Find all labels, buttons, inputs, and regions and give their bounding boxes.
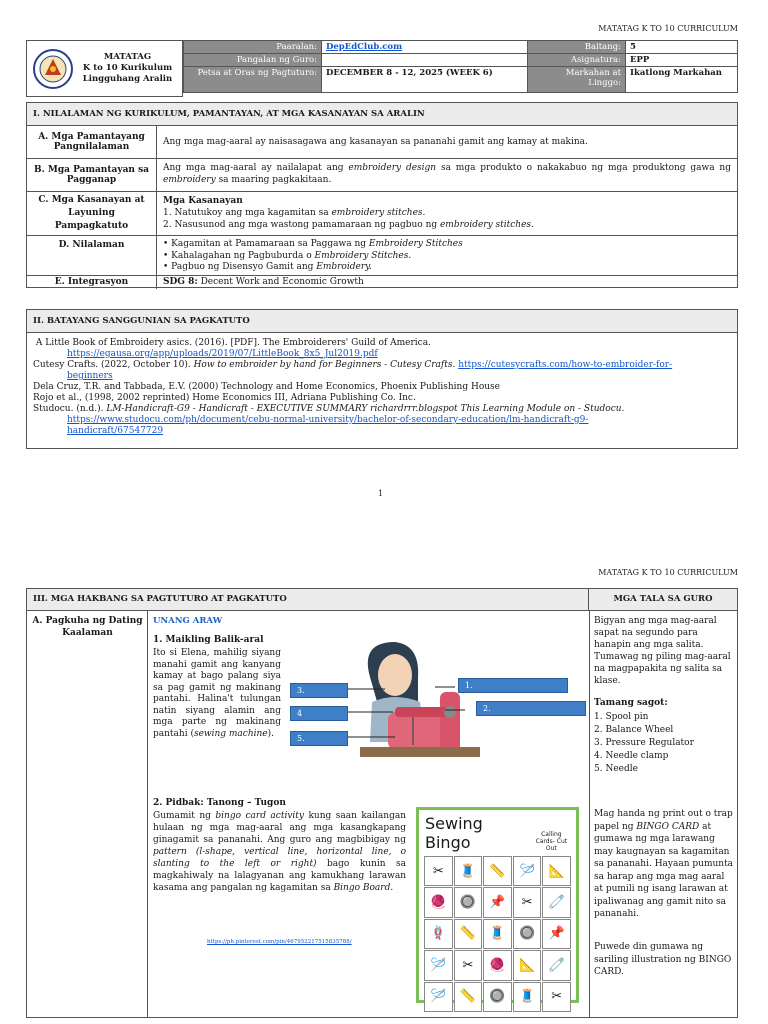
section1-title: I. NILALAMAN NG KURIKULUM, PAMANTAYAN, AT MGA KASANAYAN SA ARALIN (27, 103, 737, 125)
teacher-note-1: Bigyan ang mga mag-aaral sapat na segundo para hanapin ang mga salita. Tumawag ng piling mag-aaral na magpapakita ng salita sa klase. (594, 616, 731, 686)
section-curriculum (26, 102, 738, 288)
curriculum-label-page2: MATATAG K TO 10 CURRICULUM (598, 568, 738, 577)
teacher-label: Pangalan ng Guro: (184, 54, 322, 67)
content-label: D. Nilalaman (27, 236, 157, 275)
step2-title: 2. Pidbak: Tanong – Tugon (153, 798, 286, 808)
label-box-1: 1. (458, 678, 568, 693)
pinterest-link[interactable]: https://ph.pinterest.com/pin/467952217515835788/ (207, 939, 352, 945)
date-label: Petsa at Oras ng Pagtuturo: (184, 67, 322, 93)
label-box-4: 4 (290, 706, 348, 721)
bingo-cell-icon: 📌 (483, 887, 512, 917)
bingo-cell-icon: ✂ (542, 982, 571, 1012)
bingo-cell-icon: 📏 (454, 919, 483, 949)
curriculum-label: MATATAG K TO 10 CURRICULUM (598, 24, 738, 33)
answer-5: 5. Needle (594, 764, 638, 774)
bingo-cell-icon: 🪢 (424, 919, 453, 949)
quarter-value: Ikatlong Markahan (626, 67, 738, 93)
reference-1: A Little Book of Embroidery asics. (2016). [PDF]. The Embroiderers' Guild of America. (35, 338, 431, 348)
reference-5: Studocu. (n.d.). LM-Handicraft-G9 - Handicraft - EXECUTIVE SUMMARY richardrrr.blogspot This Learning Module on - Studocu. (33, 404, 625, 414)
competencies-value: Mga Kasanayan 1. Natutukoy ang mga kagamitan sa embroidery stitches. 2. Nasusunod ang mga wastong pamamaraan ng pagbuo ng embroidery stitches. (163, 196, 534, 230)
date-value: DECEMBER 8 - 12, 2025 (WEEK 6) (322, 67, 528, 93)
section-references (26, 309, 738, 449)
content-value: • Kagamitan at Pamamaraan sa Paggawa ng Embroidery Stitches • Kahalagahan ng Pagbuburda o Embroidery Stitches. • Pagbuo ng Disensyo Gamit ang Embroidery. (157, 236, 737, 275)
reference-2-link[interactable]: https://cutesycrafts.com/how-to-embroider-for- (458, 360, 673, 370)
bingo-cell-icon: 🧷 (542, 887, 571, 917)
logo-line3: Lingguhang Aralin (82, 74, 173, 84)
bingo-cell-icon: ✂ (424, 856, 453, 886)
step1-text: Ito si Elena, mahilig siyang manahi gamit ang kanyang kamay at bago palang siya sa pag gamit ng makinang pantahi. Halina't tulungan natin siyang alamin ang mga parte ng makinang pantahi (sewing machine). (153, 648, 281, 739)
page-number: 1 (378, 489, 384, 498)
section3-title: III. MGA HAKBANG SA PAGTUTURO AT PAGKATUTO (27, 589, 589, 610)
bingo-cell-icon: 🔘 (483, 982, 512, 1012)
bingo-cell-icon: 🔘 (513, 919, 542, 949)
label-box-3: 3. (290, 683, 348, 698)
school-label: Paaralan: (184, 41, 322, 54)
bingo-cell-icon: ✂ (513, 887, 542, 917)
step1-title: 1. Maikling Balik-aral (153, 635, 264, 645)
content-standards-label: A. Mga Pamantayang Pangnilalaman (27, 126, 157, 158)
bingo-subtitle: Calling Cards- Cut Out (535, 831, 568, 852)
bingo-cell-icon: 🔘 (454, 887, 483, 917)
school-link[interactable]: DepEdClub.com (326, 42, 403, 52)
day-label: UNANG ARAW (153, 616, 223, 626)
reference-2-link-cont[interactable]: beginners (67, 371, 113, 381)
bingo-cell-icon: 📏 (454, 982, 483, 1012)
bingo-cell-icon: 📌 (542, 919, 571, 949)
subject-value: EPP (626, 54, 738, 67)
competencies-label: C. Mga Kasanayan at Layuning Pampagkatuto (27, 192, 157, 235)
logo-line1: MATATAG (103, 52, 152, 62)
bingo-cell-icon: 📏 (483, 856, 512, 886)
bingo-cell-icon: 🧶 (424, 887, 453, 917)
bingo-cell-icon: 🪡 (513, 856, 542, 886)
performance-standards-value: Ang mga mag-aaral ay nailalapat ang embroidery design sa mga produkto o nakakabuo ng mga produktong gawa ng embroidery sa maaring pagkakitaan. (163, 163, 731, 185)
reference-4: Rojo et al., (1998, 2002 reprinted) Home Economics III, Adriana Publishing Co. Inc. (33, 393, 416, 403)
bingo-title: Sewing Bingo (425, 814, 483, 852)
notes-title: MGA TALA SA GURO (613, 594, 713, 604)
label-box-2: 2. (476, 701, 586, 716)
logo-line2: K to 10 Kurikulum (82, 63, 173, 73)
reference-1-link[interactable]: https://egausa.org/app/uploads/2019/07/LittleBook_8x5_Jul2019.pdf (67, 349, 378, 359)
answer-4: 4. Needle clamp (594, 751, 669, 761)
bingo-cell-icon: 📐 (542, 856, 571, 886)
logo-block (26, 40, 183, 97)
grade-label: Baitang: (528, 41, 626, 54)
deped-seal-icon (33, 49, 73, 89)
bingo-cell-icon: 🪡 (424, 982, 453, 1012)
content-standards-value: Ang mga mag-aaral ay naisasagawa ang kasanayan sa pananahi gamit ang kamay at makina. (163, 137, 588, 147)
answers-title: Tamang sagot: (594, 698, 668, 708)
answer-1: 1. Spool pin (594, 712, 649, 722)
step2-text: Gumamit ng bingo card activity kung saan kailangan hulaan ng mga mag-aaral ang mga kasangkapang ginagamit sa pananahi. Ang guro ang magbibigay ng pattern (l-shape, vertical line, horizontal line, o slanting to the left or right) bago kunin sa magkahiwaly na lalagyanan ang kamukhang larawan kasama ang pangalan ng kagamitan sa Bingo Board. (153, 811, 406, 893)
prior-knowledge-label: A. Pagkuha ng Dating Kaalaman (32, 616, 143, 638)
bingo-cell-icon: 🧵 (454, 856, 483, 886)
grade-value: 5 (626, 41, 738, 54)
reference-3: Dela Cruz, T.R. and Tabbada, E.V. (2000) Technology and Home Economics, Phoenix Publishing House (33, 382, 500, 392)
quarter-label: Markahan at Linggo: (528, 67, 626, 93)
bingo-cell-icon: 🧶 (483, 950, 512, 980)
bingo-cell-icon: 🧵 (483, 919, 512, 949)
section2-title: II. BATAYANG SANGGUNIAN SA PAGKATUTO (27, 310, 737, 333)
reference-5-link[interactable]: https://www.studocu.com/ph/document/cebu-normal-university/bachelor-of-secondary-education/lm-handicraft-g9- (67, 415, 589, 425)
header-table (183, 40, 738, 93)
label-arrows (345, 675, 465, 745)
references-list (27, 333, 737, 442)
bingo-grid (419, 854, 576, 1014)
answer-3: 3. Pressure Regulator (594, 738, 694, 748)
answers-list (594, 711, 734, 776)
reference-5-link-cont[interactable]: handicraft/67547729 (67, 426, 164, 436)
bingo-cell-icon: 📐 (513, 950, 542, 980)
integration-value: SDG 8: Decent Work and Economic Growth (163, 277, 364, 287)
bingo-cell-icon: 🧵 (513, 982, 542, 1012)
answer-2: 2. Balance Wheel (594, 725, 674, 735)
bingo-cell-icon: ✂ (454, 950, 483, 980)
label-box-5: 5. (290, 731, 348, 746)
bingo-cell-icon: 🧷 (542, 950, 571, 980)
teacher-note-2: Mag handa ng print out o trap papel ng BINGO CARD at gumawa ng mga larawang may kaugnayan sa kagamitan sa pananahi. Hayaan pumunta sa harap ang mga mag aaral at pumili ng isang larawan at ipaliwanag ang gamit nito sa pananahi. (594, 809, 734, 919)
integration-label: E. Integrasyon (27, 276, 157, 289)
bingo-cell-icon: 🪡 (424, 950, 453, 980)
teacher-value (322, 54, 528, 67)
teacher-note-3: Puwede din gumawa ng sariling illustration ng BINGO CARD. (594, 942, 732, 977)
reference-2: Cutesy Crafts. (2022, October 10). How to embroider by hand for Beginners - Cutesy Crafts. https://cutesycrafts.com/how-to-embroider-for- (33, 360, 673, 370)
bingo-card (416, 807, 579, 1003)
performance-standards-label: B. Mga Pamantayan sa Pagganap (27, 159, 157, 191)
subject-label: Asignatura: (528, 54, 626, 67)
